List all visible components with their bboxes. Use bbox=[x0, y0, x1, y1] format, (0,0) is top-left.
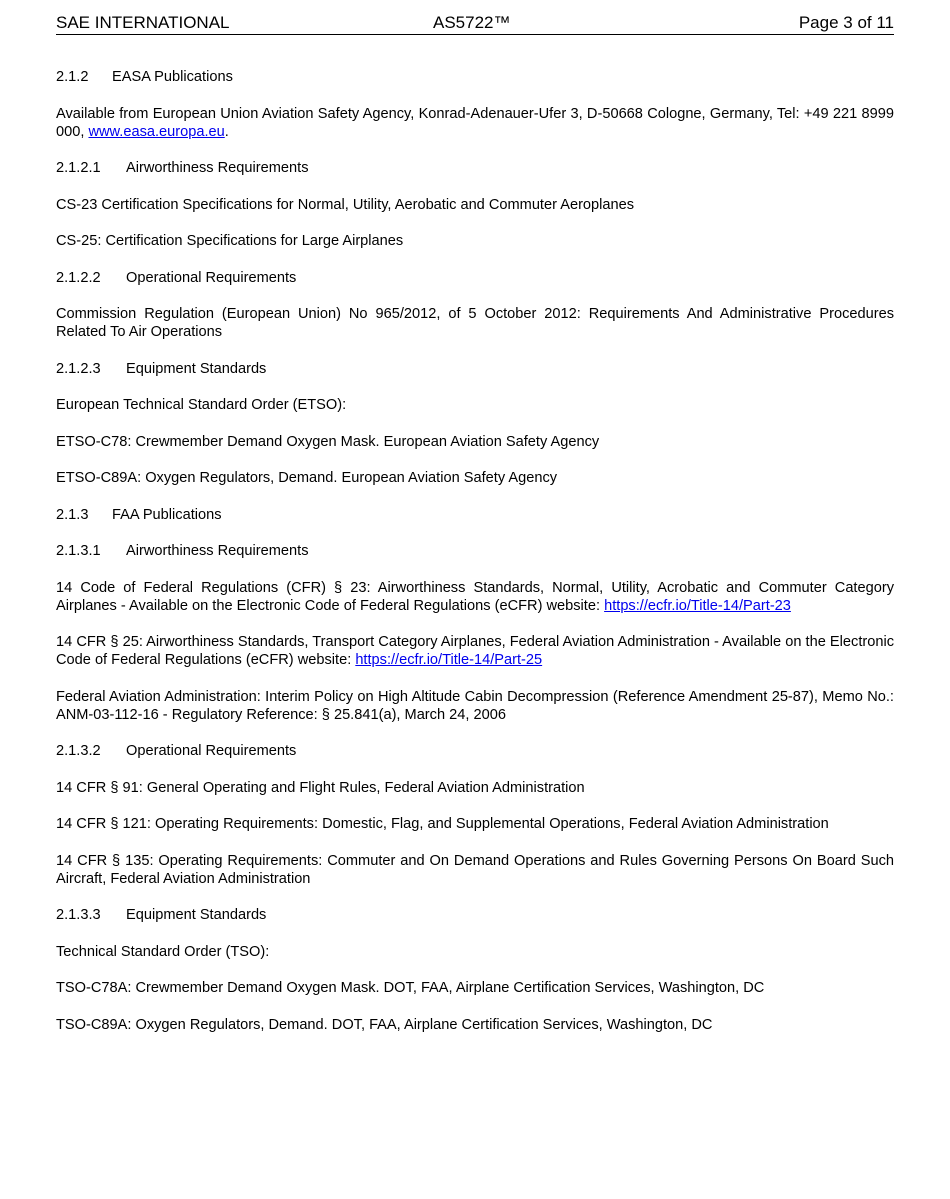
section-title: Airworthiness Requirements bbox=[126, 160, 309, 176]
section-title: FAA Publications bbox=[112, 506, 222, 523]
reference-cs-25: CS-25: Certification Specifications for Large Airplanes bbox=[56, 233, 404, 249]
reference-14-cfr-91: 14 CFR § 91: General Operating and Flight Rules, Federal Aviation Administration bbox=[56, 779, 585, 796]
reference-tso-c78a: TSO-C78A: Crewmember Demand Oxygen Mask. DOT, FAA, Airplane Certification Services, Washington, DC bbox=[56, 980, 765, 996]
section-heading-2-1-3-2 bbox=[56, 742, 894, 760]
ecfr-part-25-link[interactable]: https://ecfr.io/Title-14/Part-25 bbox=[355, 652, 543, 668]
tso-intro: Technical Standard Order (TSO): bbox=[56, 943, 270, 960]
page-header bbox=[56, 0, 894, 35]
section-number: 2.1.3 bbox=[56, 506, 89, 523]
section-number: 2.1.2.2 bbox=[56, 269, 101, 286]
section-title: Equipment Standards bbox=[126, 360, 267, 377]
easa-website-link[interactable]: www.easa.europa.eu bbox=[88, 123, 225, 140]
section-heading-2-1-2-3 bbox=[56, 360, 894, 378]
reference-etso-c78: ETSO-C78: Crewmember Demand Oxygen Mask. European Aviation Safety Agency bbox=[56, 433, 600, 450]
section-heading-2-1-3-1 bbox=[56, 542, 894, 560]
reference-14-cfr-121: 14 CFR § 121: Operating Requirements: Domestic, Flag, and Supplemental Operations, Federal Aviation Administration bbox=[56, 816, 829, 832]
paragraph-text-end: . bbox=[224, 123, 229, 140]
header-organization: SAE INTERNATIONAL bbox=[56, 13, 230, 32]
reference-commission-regulation: Commission Regulation (European Union) No 965/2012, of 5 October 2012: Requirements And Administrative Procedures Related To Air Operations bbox=[56, 306, 894, 340]
reference-14-cfr-135: 14 CFR § 135: Operating Requirements: Commuter and On Demand Operations and Rules Governing Persons On Board Such Aircraft, Federal Aviation Administration bbox=[56, 852, 894, 887]
section-number: 2.1.2.1 bbox=[56, 160, 101, 176]
reference-etso-c89a: ETSO-C89A: Oxygen Regulators, Demand. European Aviation Safety Agency bbox=[56, 470, 558, 486]
reference-cs-23: CS-23 Certification Specifications for Normal, Utility, Aerobatic and Commuter Aeroplanes bbox=[56, 196, 635, 213]
section-heading-2-1-3 bbox=[56, 506, 894, 524]
section-number: 2.1.2.3 bbox=[56, 360, 101, 377]
etso-intro: European Technical Standard Order (ETSO): bbox=[56, 397, 347, 413]
reference-tso-c89a: TSO-C89A: Oxygen Regulators, Demand. DOT, FAA, Airplane Certification Services, Washington, DC bbox=[56, 1016, 713, 1033]
paragraph-text: 14 Code of Federal Regulations (CFR) § 23: Airworthiness Standards, Normal, Utility, Acrobatic and Commuter Category Airplanes - Available on the Electronic Code of Federal Regulations (eCFR) website: bbox=[56, 579, 894, 614]
section-title: Operational Requirements bbox=[126, 269, 297, 286]
section-heading-2-1-3-3 bbox=[56, 906, 894, 924]
reference-faa-interim-policy: Federal Aviation Administration: Interim Policy on High Altitude Cabin Decompression (Reference Amendment 25-87), Memo No.: ANM-03-112-16 - Regulatory Reference: § 25.841(a), March 24, 2006 bbox=[56, 688, 894, 723]
section-number: 2.1.3.2 bbox=[56, 743, 101, 759]
section-heading-2-1-2 bbox=[56, 68, 894, 86]
header-page-number: Page 3 of 11 bbox=[798, 13, 894, 32]
document-body bbox=[56, 35, 894, 1034]
paragraph-text: 14 CFR § 25: Airworthiness Standards, Transport Category Airplanes, Federal Aviation Administration - Available on the Electronic Code of Federal Regulations (eCFR) website: bbox=[56, 634, 894, 668]
section-number: 2.1.3.1 bbox=[56, 543, 101, 559]
section-number: 2.1.2 bbox=[56, 69, 89, 85]
reference-14-cfr-25 bbox=[56, 633, 894, 669]
ecfr-part-23-link[interactable]: https://ecfr.io/Title-14/Part-23 bbox=[604, 597, 791, 614]
easa-availability-paragraph bbox=[56, 105, 894, 141]
section-heading-2-1-2-1 bbox=[56, 159, 894, 177]
paragraph-text: Available from European Union Aviation Safety Agency, Konrad-Adenauer-Ufer 3, D-50668 Cologne, Germany, Tel: +49 221 8999 000, bbox=[56, 105, 894, 140]
section-number: 2.1.3.3 bbox=[56, 907, 101, 923]
section-title: Airworthiness Requirements bbox=[126, 543, 309, 559]
section-title: Equipment Standards bbox=[126, 907, 267, 923]
reference-14-cfr-23 bbox=[56, 579, 894, 615]
section-title: EASA Publications bbox=[112, 69, 233, 85]
document-page bbox=[56, 0, 894, 1052]
header-document-number: AS5722™ bbox=[433, 13, 511, 32]
section-heading-2-1-2-2 bbox=[56, 269, 894, 287]
section-title: Operational Requirements bbox=[126, 743, 297, 759]
